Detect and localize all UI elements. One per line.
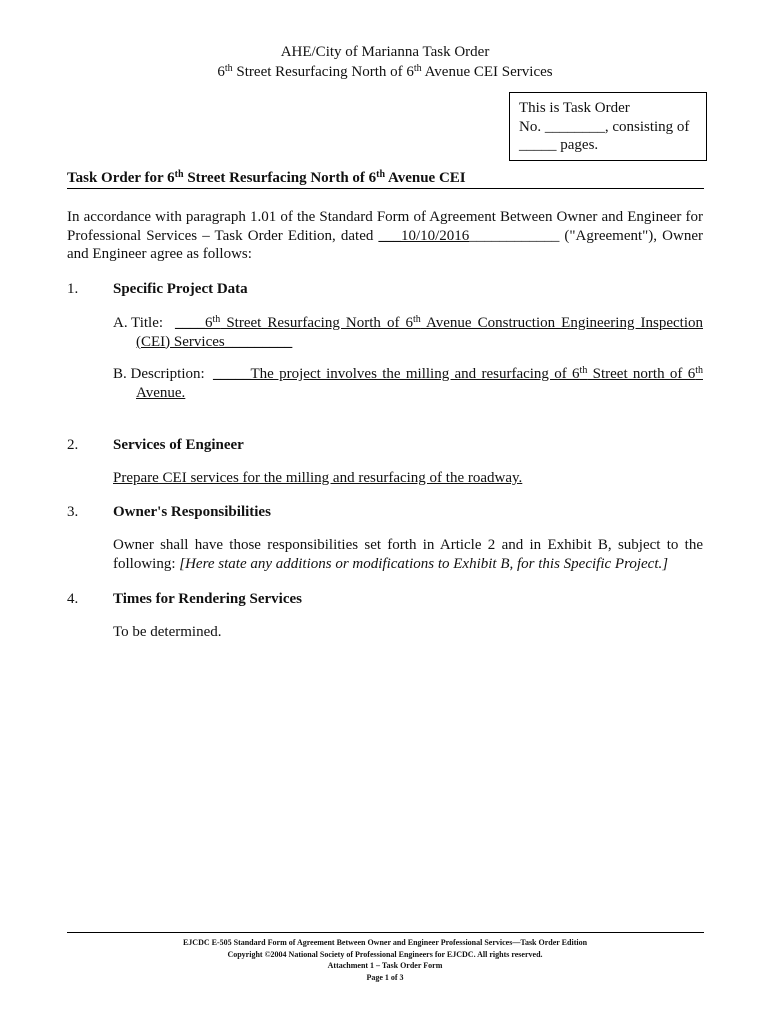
footer-line2: Copyright ©2004 National Society of Professional Engineers for EJCDC. All rights reserved. (227, 949, 543, 959)
task-box-line1: This is Task Order (519, 100, 630, 116)
title-rule (67, 188, 704, 189)
page-number: Page 1 of 3 (366, 972, 404, 982)
project-title-value: ____6th Street Resurfacing North of 6th Avenue Construction Engineering Inspection (CEI) Services_________ (136, 314, 704, 350)
task-order-number-box (509, 92, 707, 161)
section-1-number: 1. (67, 281, 79, 297)
document-header-line2: 6th Street Resurfacing North of 6th Avenue CEI Services (217, 63, 553, 80)
task-order-title: Task Order for 6th Street Resurfacing North of 6th Avenue CEI (67, 169, 466, 186)
footer (0, 937, 770, 983)
owner-responsibilities-text: Owner shall have those responsibilities set forth in Article 2 and in Exhibit B, subject to the following: [Here state any additions or modifications to Exhibit B, for this Specific Project.] (113, 537, 703, 572)
times-text: To be determined. (113, 624, 222, 640)
project-description-label: B. Description: (113, 366, 205, 382)
footer-line3: Attachment 1 – Task Order Form (327, 961, 443, 970)
task-box-line3: _____ pages. (519, 137, 599, 153)
section-3-heading: Owner's Responsibilities (113, 504, 271, 520)
section-2-heading: Services of Engineer (113, 437, 244, 453)
project-title-label: A. Title: (113, 315, 164, 331)
project-description-value: _____The project involves the milling and resurfacing of 6th Street north of 6th Avenue. (136, 365, 703, 401)
section-3-number: 3. (67, 504, 79, 520)
section-4-heading: Times for Rendering Services (113, 591, 303, 607)
document-header-line1: AHE/City of Marianna Task Order (280, 44, 490, 60)
agreement-date: ___10/10/2016 (378, 227, 470, 244)
intro-paragraph: In accordance with paragraph 1.01 of the Standard Form of Agreement Between Owner and Engineer for Professional Services – Task Order Edition, dated ___10/10/2016____________ ("Agreement"), Owner and Engineer agree as follows: (67, 209, 703, 262)
footer-line1: EJCDC E-505 Standard Form of Agreement Between Owner and Engineer Professional Services—Task Order Edition (182, 938, 588, 947)
services-text: Prepare CEI services for the milling and resurfacing of the roadway. (113, 470, 523, 486)
section-4-number: 4. (67, 591, 79, 607)
footer-rule (67, 932, 704, 933)
section-1-heading: Specific Project Data (113, 281, 248, 297)
section-2-number: 2. (67, 437, 79, 453)
task-box-line2: No. ________, consisting of (519, 118, 690, 135)
